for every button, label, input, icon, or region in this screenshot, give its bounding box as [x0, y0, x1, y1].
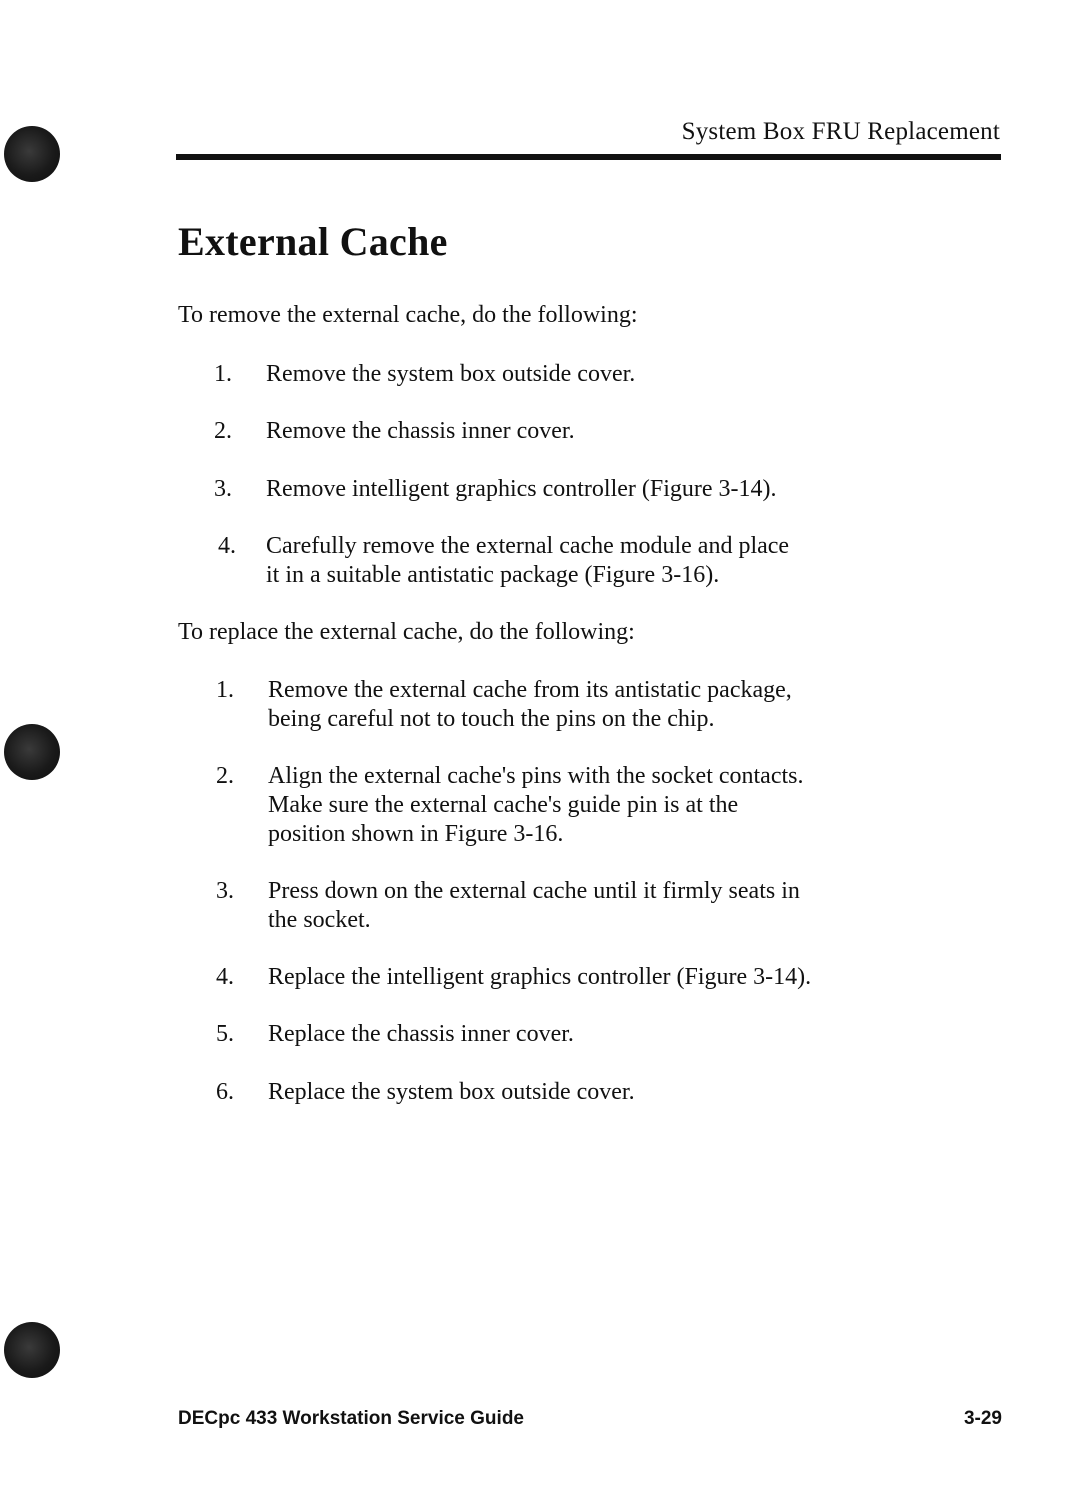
step-text: Align the external cache's pins with the socket contacts. Make sure the external cache's guide pin is at the position shown in Figure 3-16. — [268, 763, 804, 847]
step-text: Press down on the external cache until it firmly seats in the socket. — [268, 878, 800, 933]
step-text: Carefully remove the external cache module and place it in a suitable antistatic package (Figure 3-16). — [266, 533, 790, 588]
step-text: Replace the system box outside cover. — [268, 1079, 635, 1105]
step-text: Replace the intelligent graphics controller (Figure 3-14). — [268, 964, 812, 990]
remove-intro: To remove the external cache, do the following: — [178, 302, 638, 328]
section-title: External Cache — [178, 219, 448, 264]
step-number: 4. — [216, 964, 234, 990]
step-text: Remove the external cache from its antistatic package, being careful not to touch the pins on the chip. — [268, 677, 792, 732]
binder-hole-top — [4, 126, 60, 182]
step-number: 1. — [214, 361, 232, 387]
step-number: 5. — [216, 1021, 234, 1047]
step-number: 2. — [214, 418, 232, 444]
step-number: 3. — [214, 476, 232, 502]
binder-hole-bottom — [4, 1322, 60, 1378]
step-text: Remove intelligent graphics controller (Figure 3-14). — [266, 476, 777, 502]
step-number: 4. — [218, 533, 236, 559]
step-text: Replace the chassis inner cover. — [268, 1021, 574, 1047]
footer-page-number: 3-29 — [963, 1408, 1002, 1429]
step-number: 3. — [216, 878, 234, 904]
binder-hole-middle — [4, 724, 60, 780]
running-header: System Box FRU Replacement — [681, 118, 1000, 145]
step-number: 1. — [216, 677, 234, 703]
footer-book-title: DECpc 433 Workstation Service Guide — [178, 1408, 524, 1429]
step-text: Remove the chassis inner cover. — [266, 418, 575, 444]
replace-intro: To replace the external cache, do the following: — [178, 619, 635, 645]
step-number: 6. — [216, 1079, 234, 1105]
header-rule — [176, 154, 1001, 160]
step-text: Remove the system box outside cover. — [266, 361, 636, 387]
step-number: 2. — [216, 763, 234, 789]
